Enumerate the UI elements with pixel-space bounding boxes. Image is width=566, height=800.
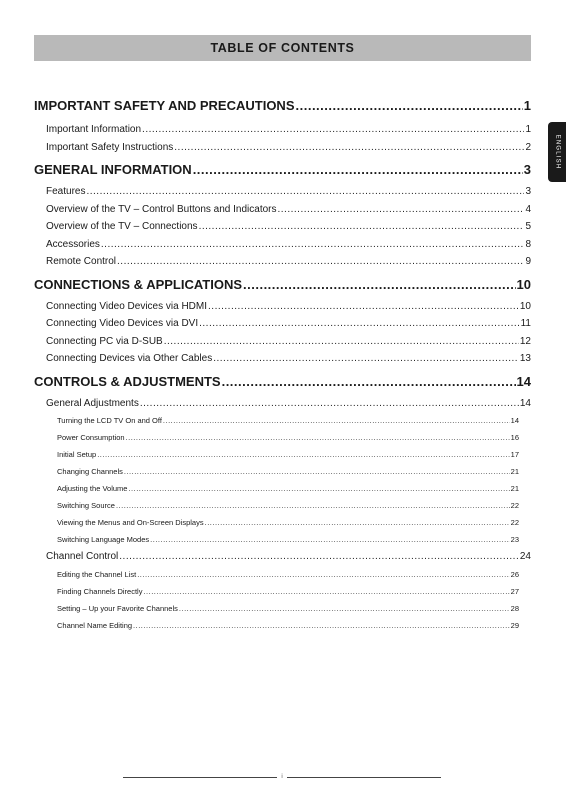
language-tab-label: ENGLISH xyxy=(554,134,560,170)
dot-leader xyxy=(97,446,509,463)
dot-leader xyxy=(164,333,519,351)
toc-entry-label: CONNECTIONS & APPLICATIONS xyxy=(34,276,243,292)
toc-entry-label: Channel Name Editing xyxy=(57,620,133,630)
toc-subentry xyxy=(34,497,531,514)
toc-entry-page: 11 xyxy=(520,318,531,329)
dot-leader xyxy=(117,253,524,271)
toc-subentry xyxy=(34,566,531,583)
toc-entry-page: 4 xyxy=(525,203,531,215)
toc-entry xyxy=(34,218,531,236)
toc-entry-page: 21 xyxy=(510,467,519,476)
toc-entry xyxy=(34,298,531,316)
page-footer xyxy=(123,772,441,782)
toc-entry-page: 27 xyxy=(510,586,519,596)
toc-entry-label: Connecting Devices via Other Cables xyxy=(46,353,213,364)
footer-page-number: i xyxy=(281,774,283,780)
toc-subentry xyxy=(34,531,531,548)
toc-entry-label: Features xyxy=(46,186,86,197)
toc-banner xyxy=(34,35,531,61)
toc-entry-page: 28 xyxy=(510,603,519,613)
toc-entry-label: Switching Language Modes xyxy=(57,535,150,544)
toc-entry-page: 2 xyxy=(525,141,531,153)
toc-entry-page: 1 xyxy=(525,124,531,135)
dot-leader xyxy=(199,315,519,333)
toc-entry xyxy=(34,350,531,368)
dot-leader xyxy=(243,275,516,295)
toc-entry-label: Connecting Video Devices via HDMI xyxy=(46,300,208,312)
dot-leader xyxy=(278,201,525,219)
toc-entry-label: Power Consumption xyxy=(57,433,125,442)
toc-entry-label: Editing the Channel List xyxy=(57,569,137,579)
toc-entry-page: 17 xyxy=(510,450,519,459)
dot-leader xyxy=(296,96,523,116)
toc-entry-label: Important Information xyxy=(46,124,142,135)
dot-leader xyxy=(143,583,509,600)
toc-entry-label: Turning the LCD TV On and Off xyxy=(57,416,162,425)
toc-entry-page: 14 xyxy=(519,397,531,409)
toc-entry-label: Important Safety Instructions xyxy=(46,141,174,153)
dot-leader xyxy=(140,395,519,413)
footer-rule-left xyxy=(123,777,277,778)
toc-entry-page: 14 xyxy=(510,416,519,425)
toc-entry-label: GENERAL INFORMATION xyxy=(34,162,192,177)
dot-leader xyxy=(205,514,510,531)
toc-entry-label: Channel Control xyxy=(46,551,119,562)
toc-entry-label: Finding Channels Directly xyxy=(57,586,143,596)
toc-entry xyxy=(34,548,531,566)
toc-entry-label: Changing Channels xyxy=(57,467,123,476)
toc-entry-page: 23 xyxy=(510,535,519,544)
toc-entry xyxy=(34,395,531,413)
page-title: TABLE OF CONTENTS xyxy=(210,41,355,55)
toc-section-heading xyxy=(34,372,531,392)
dot-leader xyxy=(133,617,510,634)
toc-entry xyxy=(34,121,531,139)
dot-leader xyxy=(116,497,510,514)
toc-entry xyxy=(34,201,531,219)
toc-entry-page: 9 xyxy=(525,256,531,267)
dot-leader xyxy=(163,412,510,429)
toc-entry xyxy=(34,315,531,333)
toc-entry-page: 22 xyxy=(510,501,519,510)
toc-subentry xyxy=(34,600,531,617)
toc-entry-label: Switching Source xyxy=(57,501,115,510)
toc-entry-label: Connecting PC via D-SUB xyxy=(46,335,163,347)
toc-entry-page: 8 xyxy=(525,238,531,250)
toc-subentry xyxy=(34,583,531,600)
toc-entry-page: 13 xyxy=(519,353,531,364)
table-of-contents xyxy=(34,96,531,634)
dot-leader xyxy=(208,298,519,316)
dot-leader xyxy=(126,429,510,446)
toc-subentry xyxy=(34,412,531,429)
dot-leader xyxy=(150,531,510,548)
toc-entry-page: 10 xyxy=(516,276,531,292)
dot-leader xyxy=(213,350,519,368)
dot-leader xyxy=(193,160,523,180)
toc-subentry xyxy=(34,446,531,463)
toc-entry xyxy=(34,253,531,271)
toc-entry-page: 22 xyxy=(510,518,519,527)
toc-section-heading xyxy=(34,96,531,116)
dot-leader xyxy=(222,372,516,392)
toc-entry-page: 21 xyxy=(510,484,519,493)
toc-entry-page: 14 xyxy=(516,373,531,389)
toc-entry-label: Connecting Video Devices via DVI xyxy=(46,318,199,329)
toc-entry-label: Setting – Up your Favorite Channels xyxy=(57,603,178,613)
toc-entry-label: Remote Control xyxy=(46,256,117,267)
toc-entry-label: Initial Setup xyxy=(57,450,97,459)
toc-subentry xyxy=(34,463,531,480)
toc-entry xyxy=(34,183,531,201)
toc-entry-page: 3 xyxy=(525,186,531,197)
toc-entry xyxy=(34,333,531,351)
toc-entry-page: 5 xyxy=(525,221,531,232)
toc-entry-label: Overview of the TV – Control Buttons and Indicators xyxy=(46,203,277,215)
dot-leader xyxy=(119,548,519,566)
toc-entry-page: 10 xyxy=(519,300,531,312)
toc-subentry xyxy=(34,429,531,446)
toc-subentry xyxy=(34,480,531,497)
toc-entry-page: 1 xyxy=(523,98,531,113)
toc-entry-label: CONTROLS & ADJUSTMENTS xyxy=(34,373,221,389)
footer-rule-right xyxy=(287,777,441,778)
toc-entry-page: 3 xyxy=(523,162,531,177)
dot-leader xyxy=(128,480,509,497)
dot-leader xyxy=(86,183,524,201)
toc-entry xyxy=(34,236,531,254)
toc-entry xyxy=(34,139,531,157)
dot-leader xyxy=(101,236,525,254)
toc-section-heading xyxy=(34,275,531,295)
dot-leader xyxy=(174,139,524,157)
toc-entry-page: 29 xyxy=(510,620,519,630)
dot-leader xyxy=(124,463,510,480)
toc-subentry xyxy=(34,514,531,531)
toc-entry-label: Overview of the TV – Connections xyxy=(46,221,198,232)
dot-leader xyxy=(137,566,509,583)
dot-leader xyxy=(199,218,525,236)
toc-entry-page: 26 xyxy=(510,569,519,579)
dot-leader xyxy=(179,600,510,617)
toc-entry-page: 16 xyxy=(510,433,519,442)
toc-subentry xyxy=(34,617,531,634)
toc-entry-page: 12 xyxy=(519,335,531,347)
toc-entry-label: IMPORTANT SAFETY AND PRECAUTIONS xyxy=(34,98,295,113)
toc-section-heading xyxy=(34,160,531,180)
language-tab xyxy=(548,122,566,182)
toc-entry-label: Adjusting the Volume xyxy=(57,484,128,493)
dot-leader xyxy=(142,121,524,139)
toc-entry-page: 24 xyxy=(519,551,531,562)
toc-entry-label: Viewing the Menus and On-Screen Displays xyxy=(57,518,204,527)
toc-entry-label: Accessories xyxy=(46,238,100,250)
toc-entry-label: General Adjustments xyxy=(46,397,139,409)
